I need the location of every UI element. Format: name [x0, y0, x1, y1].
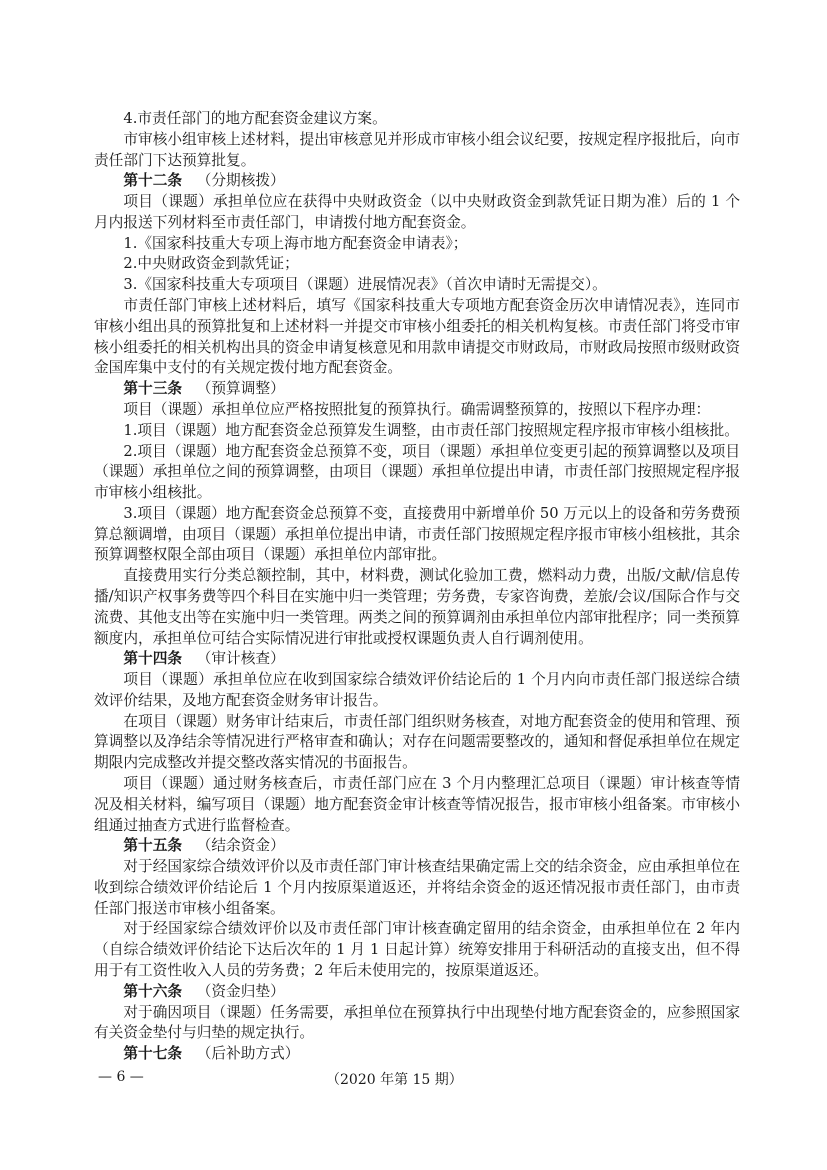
paragraph: 项目（课题）通过财务核查后，市责任部门应在 3 个月内整理汇总项目（课题）审计核查等情况及相关材料，编写项目（课题）地方配套资金审计核查等情况报告，报市审核小组备案。市审核小组通过抽查方式进行监督检查。: [94, 775, 740, 834]
article-subject: （分期核拨）: [196, 172, 285, 190]
paragraph: 1.项目（课题）地方配套资金总预算发生调整，由市责任部门按照规定程序报市审核小组核批。: [123, 421, 739, 439]
article-heading: [94, 836, 740, 857]
page-footer: [94, 1069, 740, 1089]
article-subject: （后补助方式）: [196, 1045, 300, 1063]
article-number: 第十五条: [123, 837, 183, 855]
paragraph: 市责任部门审核上述材料后，填写《国家科技重大专项地方配套资金历次申请情况表》，连同市审核小组出具的预算批复和上述材料一并提交市审核小组委托的相关机构复核。市责任部门将受市审核小组委托的相关机构出具的资金申请复核意见和用款申请提交市财政局，市财政局按照市级财政资金国库集中支付的有关规定拨付地方配套资金。: [94, 297, 740, 377]
article-heading: [94, 982, 740, 1003]
article-heading: [94, 1044, 740, 1065]
paragraph: 1.《国家科技重大专项上海市地方配套资金申请表》；: [123, 234, 468, 252]
article-heading: [94, 171, 740, 192]
article-heading: [94, 649, 740, 670]
paragraph: 对于确因项目（课题）任务需要，承担单位在预算执行中出现垫付地方配套资金的，应参照国家有关资金垫付与归垫的规定执行。: [94, 1003, 740, 1042]
paragraph: 2.项目（课题）地方配套资金总预算不变，项目（课题）承担单位变更引起的预算调整以及项目（课题）承担单位之间的预算调整，由项目（课题）承担单位提出申请，市责任部门按照规定程序报市审核小组核批。: [94, 442, 740, 502]
document-body: [94, 109, 740, 1065]
paragraph: 2.中央财政资金到款凭证；: [123, 255, 299, 273]
paragraph: 3.《国家科技重大专项项目（课题）进展情况表》（首次申请时无需提交）。: [123, 276, 607, 294]
article-heading: [94, 379, 740, 400]
paragraph: 对于经国家综合绩效评价以及市责任部门审计核查确定留用的结余资金，由承担单位在 2 年内（自综合绩效评价结论下达后次年的 1 月 1 日起计算）统筹安排用于科研活动的直接支出，但不得用于有工资性收入人员的劳务费；2 年后未使用完的，按原渠道返还。: [94, 920, 740, 980]
article-number: 第十六条: [123, 982, 183, 1000]
article-subject: （预算调整）: [196, 380, 285, 398]
paragraph: 对于经国家综合绩效评价以及市责任部门审计核查结果确定需上交的结余资金，应由承担单位在收到综合绩效评价结论后 1 个月内按原渠道返还，并将结余资金的返还情况报市责任部门，由市责任部门报送市审核小组备案。: [94, 858, 740, 917]
article-subject: （资金归垫）: [196, 982, 285, 1000]
paragraph: 直接费用实行分类总额控制，其中，材料费，测试化验加工费，燃料动力费，出版/文献/信息传播/知识产权事务费等四个科目在实施中归一类管理；劳务费，专家咨询费，差旅/会议/国际合作与交流费、其他支出等在实施中归一类管理。两类之间的预算调剂由承担单位内部审批程序；同一类预算额度内，承担单位可结合实际情况进行审批或授权课题负责人自行调剂使用。: [94, 567, 740, 647]
article-number: 第十三条: [123, 380, 183, 398]
article-subject: （结余资金）: [196, 837, 285, 855]
paragraph: 3.项目（课题）地方配套资金总预算不变，直接费用中新增单价 50 万元以上的设备和劳务费预算总额调增，由项目（课题）承担单位提出申请，市责任部门按照规定程序报市审核小组核批，其余预算调整权限全部由项目（课题）承担单位内部审批。: [94, 504, 740, 564]
page-number: — 6 —: [98, 1069, 144, 1085]
article-subject: （审计核查）: [196, 650, 285, 668]
article-number: 第十二条: [123, 172, 183, 190]
article-number: 第十四条: [123, 650, 183, 668]
paragraph: 在项目（课题）财务审计结束后，市责任部门组织财务核查，对地方配套资金的使用和管理、预算调整以及净结余等情况进行严格审查和确认；对存在问题需要整改的，通知和督促承担单位在规定期限内完成整改并提交整改落实情况的书面报告。: [94, 712, 740, 772]
paragraph: 项目（课题）承担单位应严格按照批复的预算执行。确需调整预算的，按照以下程序办理：: [123, 400, 711, 418]
issue-label: （2020 年第 15 期）: [326, 1072, 463, 1088]
paragraph: 项目（课题）承担单位应在获得中央财政资金（以中央财政资金到款凭证日期为准）后的 1 个月内报送下列材料至市责任部门，申请拨付地方配套资金。: [94, 193, 740, 231]
article-number: 第十七条: [123, 1045, 183, 1063]
paragraph: 项目（课题）承担单位应在收到国家综合绩效评价结论后的 1 个月内向市责任部门报送综合绩效评价结果，及地方配套资金财务审计报告。: [94, 671, 740, 709]
paragraph: 市审核小组审核上述材料，提出审核意见并形成市审核小组会议纪要，按规定程序报批后，向市责任部门下达预算批复。: [94, 130, 740, 169]
paragraph: 4.市责任部门的地方配套资金建议方案。: [123, 110, 387, 127]
